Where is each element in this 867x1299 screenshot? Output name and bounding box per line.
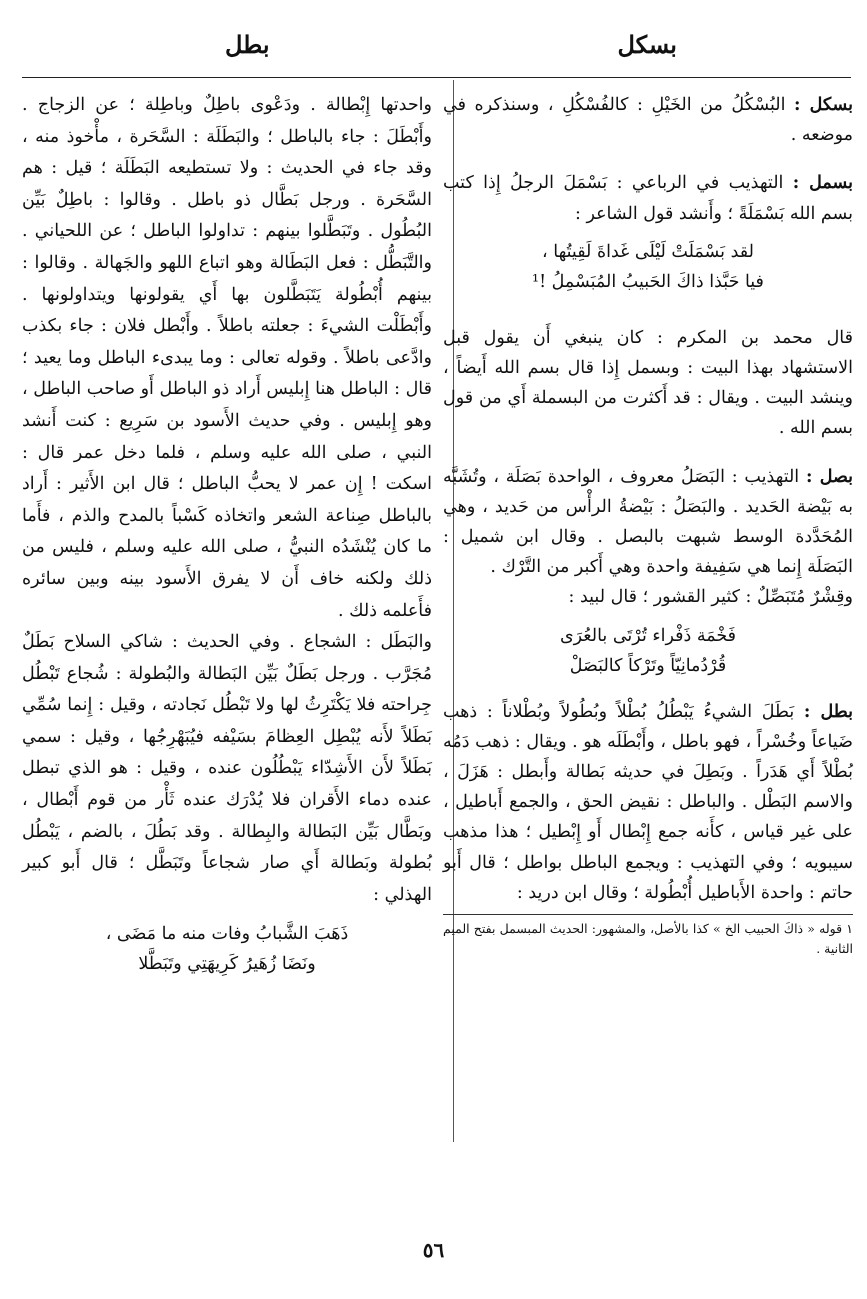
footnote-rule (443, 914, 853, 915)
entry-baskal-text: البُسْكُلُ من الخَيْلِ : كالفُسْكُلِ ، وسنذكره في موضعه . (443, 95, 853, 146)
entry-batal (443, 697, 853, 908)
left-column (22, 90, 432, 987)
entry-basmal (443, 168, 853, 228)
right-column (443, 90, 853, 959)
header-right-entry-word: بسكل (617, 30, 677, 59)
verse-line: ونَضَا زُهَيرُ كَرِيهَتِي وتَبَطَّلا (138, 954, 316, 975)
entry-baskal (443, 90, 853, 150)
entry-batal-text: بَطَلَ الشيءُ يَبْطُلُ بُطْلاً وبُطُولاً وبُطْلاناً : ذهب ضَياعاً وخُسْراً ، فهو باطل ، وأَبْطَلَه هو . ويقال : ذهب دَمُه بُطْلاً أَي هَدَراً . وبَطِلَ في حديثه بَطالة وأَبطل : هَزَلَ ، والاسم البَطْل . والباطل : نقيض الحق ، والجمع أَباطيل ، على غير قياس ، كأَنه جمع إِبْطال أَو إِبْطيل ؛ هذا مذهب سيبويه ؛ وفي التهذيب : ويجمع الباطل بواطل ؛ قال أَبو حاتم : واحدة الأَباطيل أُبْطُولة ؛ وقال ابن دريد : (443, 701, 853, 903)
verse-line: فَخْمَة ذَفْراء تُرْتَى بالعُرَى (559, 625, 737, 646)
verse-line: لقد بَسْمَلَتْ لَيْلَى غَداةَ لَقِيتُها ، (542, 241, 754, 262)
verse-line: فيا حَبَّذا ذاكَ الحَبيبُ المُبَسْمِلُ !¹ (532, 271, 764, 292)
headword-basal: بصل : (805, 466, 853, 487)
verse-line: قُرْدُمانِيّاً وتَرْكاً كالبَصَلْ (569, 655, 727, 676)
headword-basmal: بسمل : (792, 173, 853, 194)
footnote: ١ قوله « ذاكَ الحبيب الخ » كذا بالأصل، والمشهور: الحديث المبسمل بفتح الميم الثانية . (443, 921, 853, 957)
page-number: ٥٦ (422, 1238, 445, 1262)
headword-baskal: بسكل : (794, 95, 853, 115)
entry-batal-hero: والبَطَل : الشجاع . وفي الحديث : شاكي السلاح بَطَلٌ مُجَرَّب . ورجل بَطَلٌ بَيِّن البَطالة والبُطولة : شُجاع تَبْطُل جِراحته فلا يَكْتَرِثُ لها ولا تَبْطُل نَجادته ، وقيل : إِنما سُمِّي بَطَلاً لأَنه يُبْطِل العِظامَ بسَيْفه فيُبَهْرِجُها ، وقيل : سمي بَطَلاً لأَن الأَشِدّاء يَبْطُلُون عنده ، وقيل : هو الذي تبطل عنده دماء الأَقران فلا يُدْرَك عنده ثَأْر من قوم أَبْطال ، وبَطَّال بَيِّن البَطالة والبِطالة . وقد بَطُلَ ، بالضم ، يَبْطُل بُطولة وبَطالة أَي صار شجاعاً وتَبَطَّل ؛ قال أَبو كبير الهذلي : (22, 632, 432, 905)
verse-line: ذَهَبَ الشَّبابُ وفات منه ما مَضَى ، (105, 924, 349, 945)
verse-basmal (443, 237, 853, 297)
headword-batal: بطل : (803, 701, 853, 722)
editor-note-paragraph: قال محمد بن المكرم : كان ينبغي أَن يقول قبل الاستشهاد بهذا البيت : وبسمل إِذا قال بسم الله أَيضاً ، وينشد البيت . ويقال : قد أَكثرت من البسملة أَي من قول بسم الله . (443, 327, 853, 439)
verse-hudhali (22, 919, 432, 979)
entry-basal-continued: وقِشْرٌ مُتَبَصِّلٌ : كثير القشور ؛ قال لبيد : (568, 587, 853, 608)
entry-basmal-text: التهذيب في الرباعي : بَسْمَلَ الرجلُ إِذا كتب بسم الله بَسْمَلَةً ؛ وأَنشد قول الشاعر : (443, 173, 853, 224)
header-left-entry-word: بطل (225, 30, 270, 59)
entry-basal-text: التهذيب : البَصَلُ معروف ، الواحدة بَصَلَة ، وتُشَبَّه به بَيْضة الحَديد . والبَصَلُ : بَيْضةُ الرأْس من حَديد ، وهي المُحَدَّدة الوسط شبهت بالبصل . وقال ابن شميل : البَصَلَة إِنما هي سَفِيفة واحدة وهي أَكبر من التَّرْك . (443, 466, 853, 578)
verse-labid (443, 621, 853, 681)
header-rule (22, 77, 851, 78)
entry-batal-continued: واحدتها إِبْطالة . ودَعْوى باطِلٌ وباطِلة ؛ عن الزجاج . وأَبْطَلَ : جاء بالباطل ؛ والبَطَلَة : السَّحَرة ، مأْخوذ منه ، وقد جاء في الحديث : ولا تستطيعه البَطَلَة ؛ قيل : هم السَّحَرة . ورجل بَطَّال ذو باطل . وقالوا : باطِلٌ بَيِّن البُطُول . وتَبَطَّلوا بينهم : تداولوا الباطل ؛ عن اللحياني . والتَّبَطُّل : فعل البَطَالة وهو اتباع اللهو والجَهالة . وقالوا : بينهم أُبْطُولة يَتَبَطَّلون بها أَي يقولونها ويتداولونها . وأَبْطَلْت الشيءَ : جعلته باطلاً . وأَبْطل فلان : جاء بكذب وادَّعى باطلاً . وقوله تعالى : وما يبدىء الباطل وما يعيد ؛ قال : الباطل هنا إِبليس أَراد ذو الباطل أَو صاحب الباطل ، وهو إِبليس . وفي حديث الأَسود بن سَرِيع : كنت أَنشد النبي ، صلى الله عليه وسلم ، فلما دخل عمر قال : اسكت ! إِن عمر لا يحبُّ الباطل ؛ قال ابن الأَثير : أَراد بالباطل صِناعة الشعر واتخاذه كَسْباً بالمدح والذم ، فأَما ما كان يُنْشَدُه النبيُّ ، صلى الله عليه وسلم ، فليس من ذلك ولكنه خاف أَن لا يفرق الأَسود بينه وبين سائره فأَعلمه ذلك . (22, 95, 432, 621)
entry-basal (443, 462, 853, 583)
